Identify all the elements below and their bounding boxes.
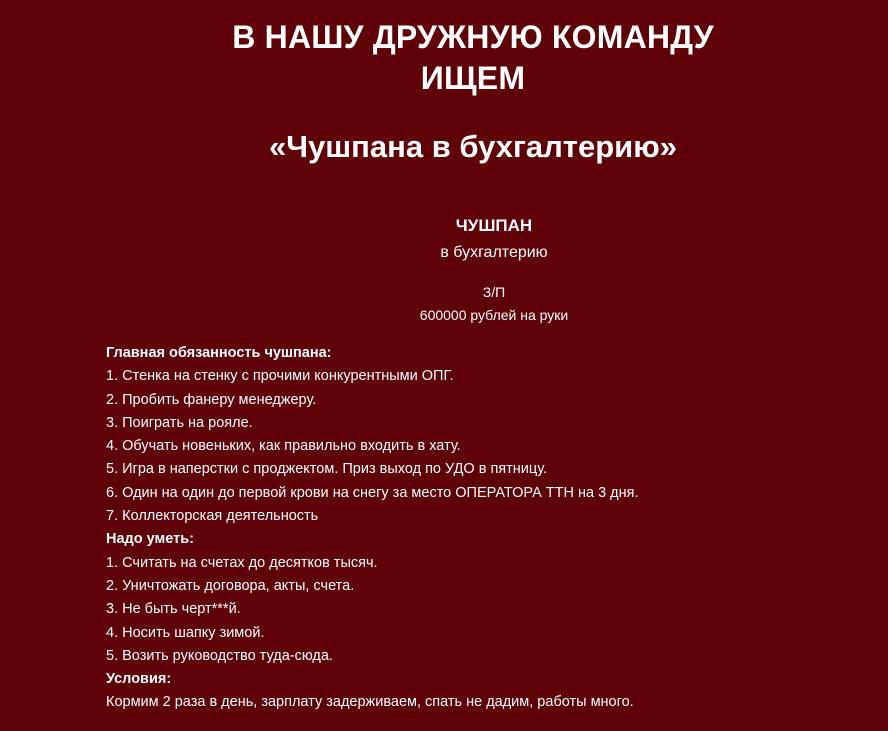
conditions-text: Кормим 2 раза в день, зарплату задерживаем, спать не дадим, работы много.: [106, 694, 634, 711]
skill-item: 1. Считать на счетах до десятков тысяч.: [106, 554, 378, 571]
skill-item: 2. Уничтожать договора, акты, счета.: [106, 577, 355, 594]
duties-heading: Главная обязанность чушпана:: [106, 345, 332, 361]
duty-item: 2. Пробить фанеру менеджеру.: [106, 391, 317, 408]
duty-item: 1. Стенка на стенку с прочими конкурентными ОПГ.: [106, 368, 454, 385]
position-department: в бухгалтерию: [440, 244, 548, 261]
skill-item: 3. Не быть черт***й.: [106, 601, 241, 618]
duty-item: 3. Поиграть на рояле.: [106, 414, 253, 431]
duty-item: 6. Один на один до первой крови на снегу за место ОПЕРАТОРА ТТН на 3 дня.: [106, 484, 639, 501]
conditions-heading: Условия:: [106, 671, 172, 688]
salary-label: З/П: [482, 284, 506, 300]
skill-item: 4. Носить шапку зимой.: [106, 624, 265, 641]
duty-item: 4. Обучать новеньких, как правильно входить в хату.: [106, 438, 461, 455]
job-details: [106, 342, 866, 715]
headline-line-2: ИЩЕМ: [420, 60, 526, 96]
salary-value: 600000 рублей на руки: [419, 307, 569, 323]
skill-item: 5. Возить руководство туда-сюда.: [106, 647, 333, 664]
position-title: ЧУШПАН: [455, 216, 533, 235]
duty-item: 5. Игра в наперстки с проджектом. Приз выход по УДО в пятницу.: [106, 461, 548, 478]
headline-line-1: В НАШУ ДРУЖНУЮ КОМАНДУ: [232, 19, 714, 55]
ad-subtitle: «Чушпана в бухгалтерию»: [269, 129, 677, 164]
skills-heading: Надо уметь:: [106, 531, 194, 548]
duty-item: 7. Коллекторская деятельность: [106, 508, 319, 525]
